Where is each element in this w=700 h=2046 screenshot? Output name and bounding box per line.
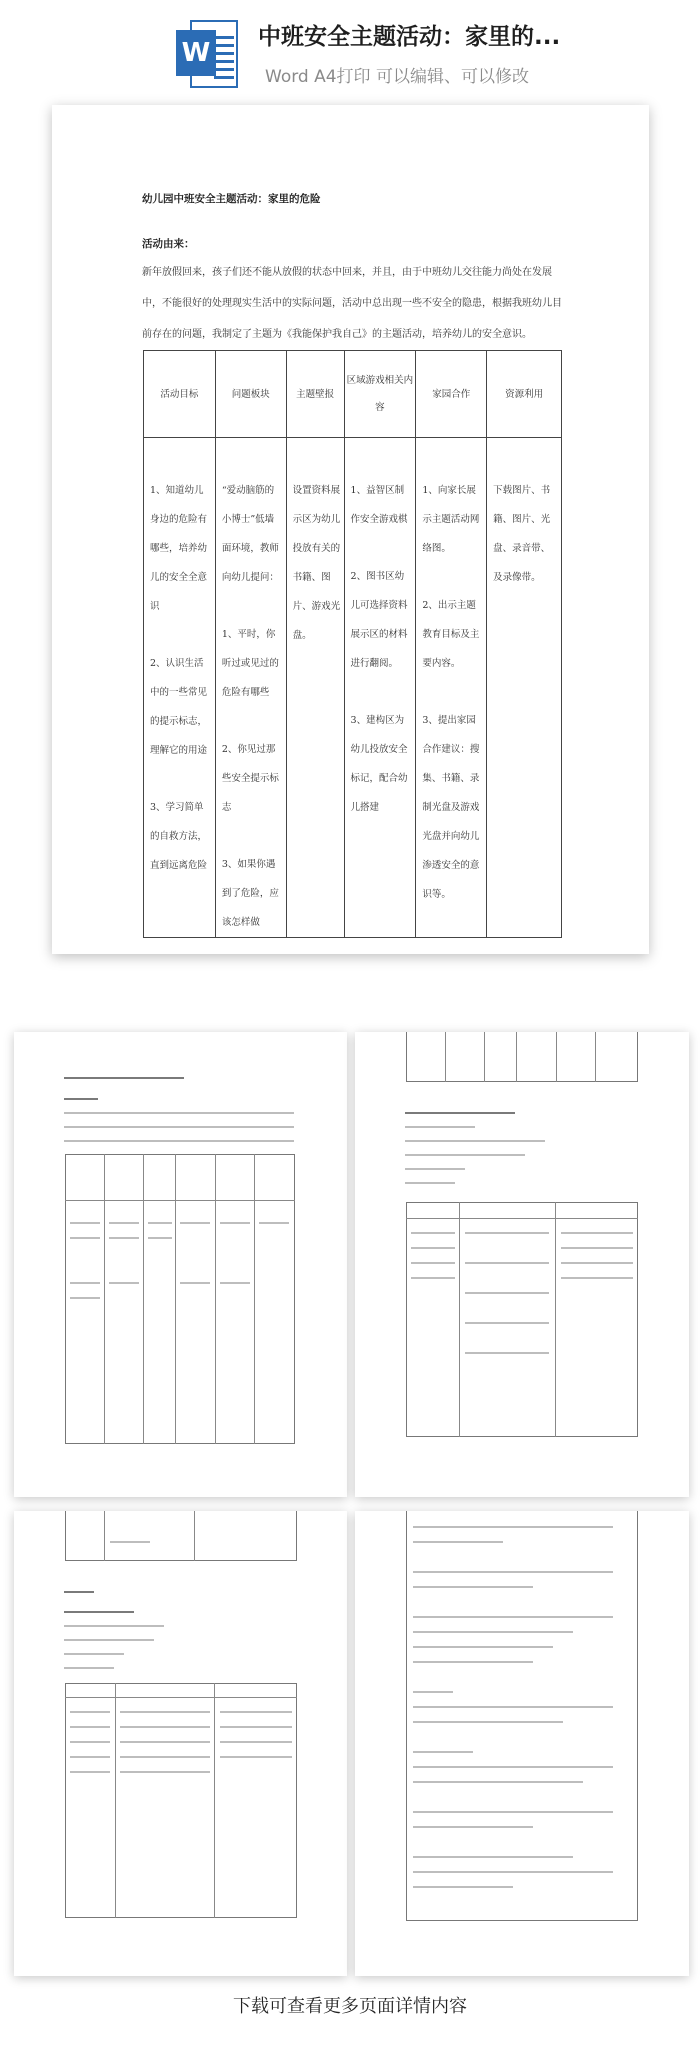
table-row — [144, 438, 562, 938]
cell-paragraph: 设置资料展示区为幼儿投放有关的书籍、图片、游戏光盘。 — [292, 485, 341, 641]
cell-paragraph: 1、益智区制作安全游戏棋 — [350, 485, 408, 525]
table-header-cell: 资源利用 — [487, 351, 562, 438]
cell-paragraph: 下载图片、书籍、图片、光盘、录音带、及录像带。 — [493, 485, 551, 583]
intro-paragraph: 新年放假回来，孩子们还不能从放假的状态中回来，并且，由于中班幼儿交往能力尚处在发展中，不能很好的处理现实生活中的实际问题，活动中总出现一些不安全的隐患，根据我班幼儿目前存在的问题，我制定了主题为《我能保护我自己》的主题活动，培养幼儿的安全意识。 — [142, 267, 562, 340]
table-cell-resources — [487, 438, 562, 938]
document-title: 中班安全主题活动：家里的... — [258, 24, 561, 50]
table-cell-area-games — [344, 438, 416, 938]
table-header-cell: 家园合作 — [416, 351, 487, 438]
download-more-link[interactable]: 下载可查看更多页面详情内容 — [233, 1996, 467, 2017]
page-header — [0, 0, 700, 92]
word-document-icon — [176, 20, 238, 88]
table-cell-goals — [144, 438, 216, 938]
doc-heading: 幼儿园中班安全主题活动：家里的危险 — [142, 193, 321, 205]
table-cell-wall — [286, 438, 344, 938]
section-heading: 活动由来： — [142, 238, 195, 250]
cell-paragraph: 3、如果你遇到了危险，应该怎样做 — [221, 859, 279, 928]
cell-paragraph: “爱动脑筋的小博士”低墙面环境，教师向幼儿提问： — [221, 485, 279, 583]
page-thumbnail-1[interactable] — [14, 1032, 347, 1497]
page-thumbnail-4[interactable] — [355, 1511, 689, 1976]
cell-paragraph: 2、出示主题教育目标及主要内容。 — [422, 600, 480, 669]
main-page-preview[interactable] — [52, 105, 649, 954]
table-header-cell: 主题壁报 — [286, 351, 344, 438]
table-header-cell: 活动目标 — [144, 351, 216, 438]
cell-paragraph: 1、平时，你听过或见过的危险有哪些 — [221, 629, 279, 698]
cell-paragraph: 2、图书区幼儿可选择资料展示区的材料进行翻阅。 — [350, 571, 408, 669]
cell-paragraph: 1、知道幼儿身边的危险有哪些，培养幼儿的安全全意识 — [150, 485, 208, 612]
document-subtitle: Word A4打印 可以编辑、可以修改 — [265, 67, 529, 87]
table-header-row — [144, 351, 562, 438]
table-cell-problems — [215, 438, 286, 938]
word-icon-letter: W — [176, 30, 216, 76]
plan-table — [143, 350, 562, 938]
cell-paragraph: 2、你见过那些安全提示标志 — [221, 744, 279, 813]
page-thumbnail-2[interactable] — [355, 1032, 689, 1497]
table-header-cell: 区域游戏相关内容 — [344, 351, 416, 438]
table-cell-family — [416, 438, 487, 938]
cell-paragraph: 1、向家长展示主题活动网络图。 — [422, 485, 480, 554]
cell-paragraph: 3、学习简单的自救方法，直到远离危险 — [150, 802, 208, 871]
cell-paragraph: 3、建构区为幼儿投放安全标记，配合幼儿搭建 — [350, 715, 408, 813]
cell-paragraph: 3、提出家园合作建议：搜集、书籍、录制光盘及游戏光盘并向幼儿渗透安全的意识等。 — [422, 715, 480, 900]
cell-paragraph: 2、认识生活中的一些常见的提示标志，理解它的用途 — [150, 658, 208, 756]
table-header-cell: 问题板块 — [215, 351, 286, 438]
page-thumbnail-3[interactable] — [14, 1511, 347, 1976]
